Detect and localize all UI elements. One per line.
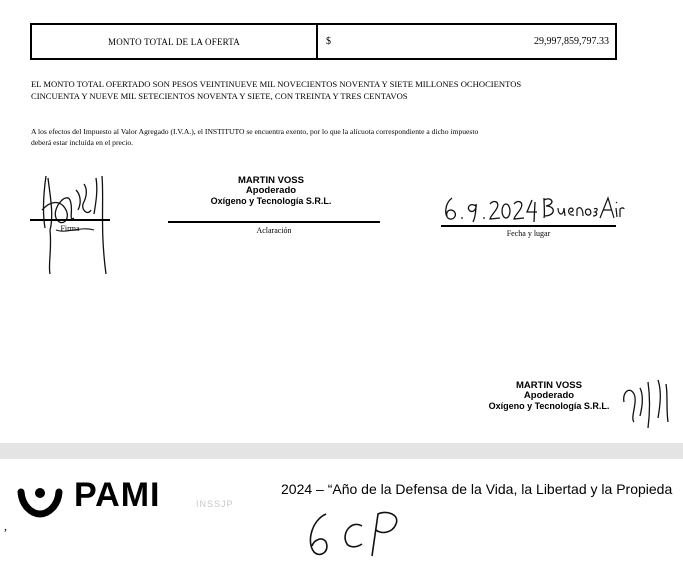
bottom-stamp-company: Oxígeno y Tecnología S.R.L. — [488, 401, 610, 411]
currency-symbol: $ — [326, 36, 331, 47]
pami-logo-text: PAMI — [74, 476, 161, 514]
pami-smile-icon — [16, 480, 66, 520]
iva-note-line-1: A los efectos del Impuesto al Valor Agregado (I.V.A.), el INSTITUTO se encuentra exento, por lo que la alícuota correspondiente a dicho impuesto — [31, 127, 479, 136]
handwritten-date-place — [440, 192, 625, 228]
iva-note-line-2: deberá estar incluída en el precio. — [31, 138, 134, 147]
aclaracion-label: Aclaración — [256, 226, 292, 235]
amount-in-words — [31, 78, 521, 102]
stamp-name: MARTIN VOSS — [238, 175, 304, 186]
total-offer-value-cell — [318, 25, 615, 58]
amount-words-line-2: CINCUENTA Y NUEVE MIL SETECIENTOS NOVENTA Y SIETE, CON TREINTA Y TRES CENTAVOS — [31, 91, 408, 101]
stamp-role: Apoderado — [245, 185, 297, 196]
bottom-stamp-name: MARTIN VOSS — [516, 380, 582, 391]
firma-label: Firma — [60, 224, 80, 233]
bottom-stamp — [474, 381, 624, 411]
stamp-aclaracion — [186, 176, 356, 206]
iva-note — [31, 126, 478, 148]
stray-mark: , — [4, 519, 7, 533]
aclaracion-line — [168, 221, 380, 223]
fecha-line — [441, 225, 616, 227]
stamp-company: Oxígeno y Tecnología S.R.L. — [210, 196, 332, 206]
amount-words-line-1: EL MONTO TOTAL OFERTADO SON PESOS VEINTINUEVE MIL NOVECIENTOS NOVENTA Y SIETE MILLONES OCHOCIENTOS — [31, 79, 522, 89]
total-offer-table — [30, 23, 617, 60]
fecha-label: Fecha y lugar — [506, 229, 551, 238]
total-offer-label: MONTO TOTAL DE LA OFERTA — [32, 25, 318, 58]
year-motto: 2024 – “Año de la Defensa de la Vida, la Libertad y la Propieda — [281, 481, 673, 497]
pami-logo — [16, 476, 276, 520]
page-separator — [0, 443, 683, 459]
bottom-stamp-role: Apoderado — [523, 390, 575, 401]
firma-line — [30, 219, 110, 221]
bottom-signature — [618, 372, 673, 432]
total-offer-amount: 29,997,859,797.33 — [534, 36, 609, 47]
handwritten-note — [300, 508, 410, 563]
pami-logo-sub: INSSJP — [196, 499, 234, 509]
